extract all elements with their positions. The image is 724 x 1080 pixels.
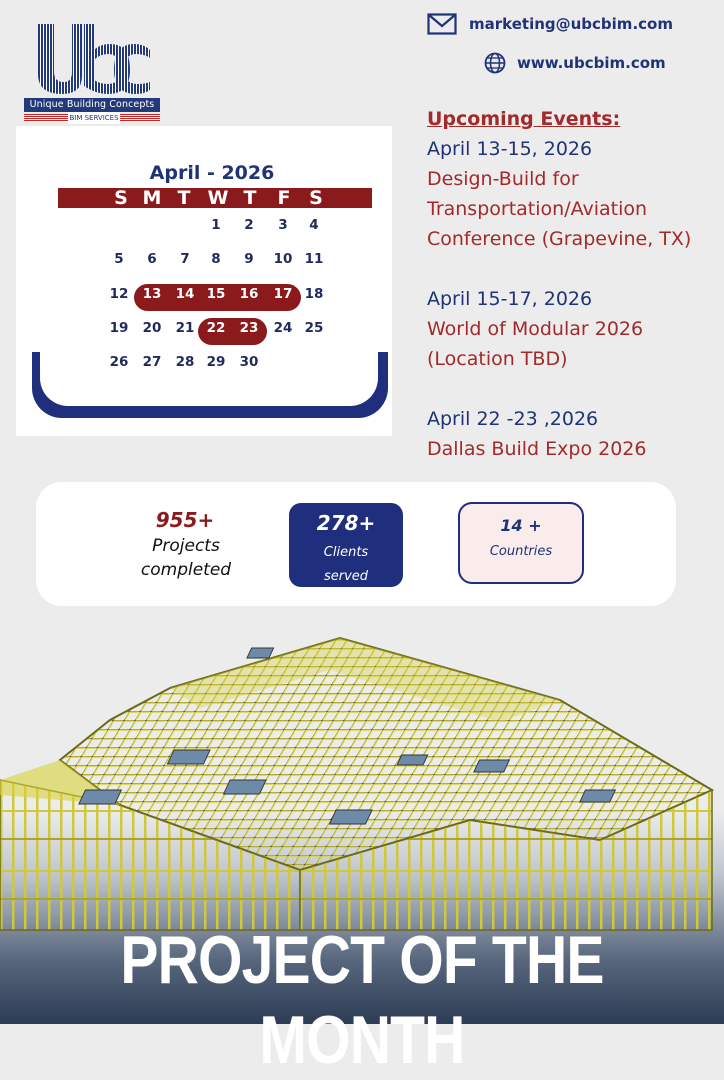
calendar-day: 27	[142, 354, 162, 370]
event-name-line: Transportation/Aviation	[427, 198, 648, 220]
email-contact[interactable]	[427, 13, 673, 35]
event-name-line: Conference (Grapevine, TX)	[427, 228, 692, 250]
calendar-day: 3	[278, 217, 288, 233]
calendar-day: 10	[273, 251, 293, 267]
calendar-day: 16	[239, 286, 259, 302]
calendar-day: 28	[175, 354, 195, 370]
clients-label-line: served	[323, 569, 369, 584]
weekday-label: M	[142, 187, 162, 209]
event-1	[427, 134, 691, 254]
weekday-label: F	[277, 187, 291, 209]
website-contact[interactable]	[484, 52, 666, 74]
calendar-day: 8	[211, 251, 221, 267]
calendar-day: 9	[244, 251, 254, 267]
calendar-day: 4	[309, 217, 319, 233]
logo-tagline: Unique Building Concepts	[24, 98, 160, 112]
event-date: April 15-17, 2026	[427, 288, 593, 310]
event-name-line: (Location TBD)	[427, 348, 568, 370]
calendar-day: 21	[175, 320, 195, 336]
countries-count: 14 +	[500, 516, 542, 535]
event-2	[427, 284, 643, 374]
calendar-day: 23	[239, 320, 259, 336]
clients-count: 278+	[316, 511, 376, 535]
calendar-day: 15	[206, 286, 226, 302]
clients-label	[289, 541, 403, 589]
calendar-day: 22	[206, 320, 226, 336]
calendar-day: 7	[180, 251, 190, 267]
calendar-day: 26	[109, 354, 129, 370]
clients-label-line: Clients	[323, 545, 369, 560]
globe-icon	[484, 52, 506, 74]
calendar-day: 30	[239, 354, 259, 370]
calendar-day: 13	[142, 286, 162, 302]
projects-count: 955+	[155, 508, 215, 532]
calendar-day: 5	[114, 251, 124, 267]
projects-label-line: completed	[140, 560, 232, 580]
weekday-label: W	[207, 187, 229, 209]
ubc-logo-mark	[32, 20, 152, 98]
event-date: April 13-15, 2026	[427, 138, 593, 160]
envelope-icon	[427, 13, 457, 35]
calendar-day: 2	[244, 217, 254, 233]
event-name-line: Design-Build for	[427, 168, 579, 190]
projects-label	[118, 534, 254, 582]
email-address[interactable]: marketing@ubcbim.com	[469, 15, 673, 33]
weekday-label: T	[243, 187, 257, 209]
logo-subline: BIM SERVICES	[69, 114, 119, 122]
logo-subline-wrap	[24, 112, 160, 124]
events-heading: Upcoming Events:	[427, 108, 621, 130]
calendar-day: 25	[304, 320, 324, 336]
weekday-label: T	[177, 187, 191, 209]
event-name-line: Dallas Build Expo 2026	[427, 438, 647, 460]
calendar-day: 20	[142, 320, 162, 336]
weekday-label: S	[114, 187, 128, 209]
countries-badge	[458, 502, 584, 584]
ubc-logo	[24, 20, 160, 124]
project-of-the-month-heading: PROJECT OF THE MONTH	[120, 922, 604, 1078]
event-name-line: World of Modular 2026	[427, 318, 644, 340]
calendar-day: 11	[304, 251, 324, 267]
clients-badge	[289, 503, 403, 587]
calendar-day: 14	[175, 286, 195, 302]
website-url[interactable]: www.ubcbim.com	[517, 54, 666, 72]
calendar-day: 6	[147, 251, 157, 267]
calendar-day: 29	[206, 354, 226, 370]
event-3	[427, 404, 646, 464]
countries-label: Countries	[489, 544, 553, 559]
event-date: April 22 -23 ,2026	[427, 408, 599, 430]
projects-label-line: Projects	[152, 536, 220, 556]
calendar-day: 19	[109, 320, 129, 336]
calendar-day: 24	[273, 320, 293, 336]
calendar-day: 17	[273, 286, 293, 302]
calendar-day: 12	[109, 286, 129, 302]
weekday-label: S	[309, 187, 323, 209]
calendar-title: April - 2026	[149, 162, 275, 184]
calendar-day: 18	[304, 286, 324, 302]
steel-frame-model-image	[0, 630, 724, 930]
calendar-day: 1	[211, 217, 221, 233]
